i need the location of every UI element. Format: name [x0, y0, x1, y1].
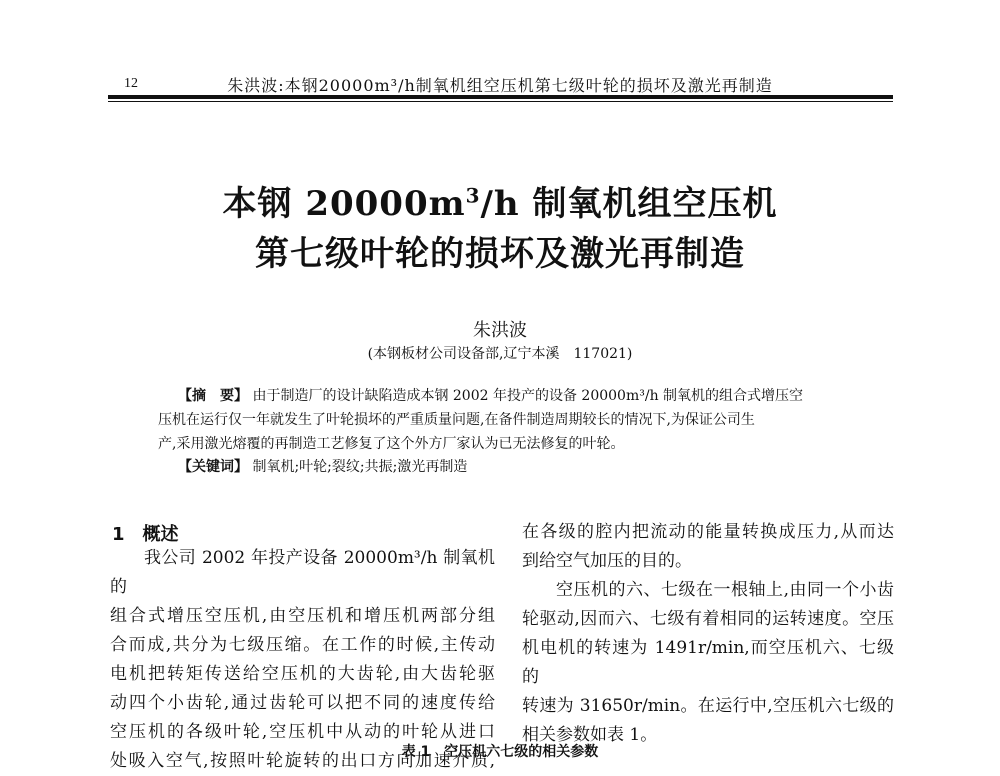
body-line: 转速为 31650r/min。在运行中,空压机六七级的: [522, 696, 894, 716]
body-line: 空压机的六、七级在一根轴上,由同一个小齿: [556, 580, 894, 600]
body-line: 空压机的各级叶轮,空压机中从动的叶轮从进口: [110, 722, 495, 742]
right-column: [522, 518, 894, 750]
keywords-label: 【关键词】: [178, 459, 248, 475]
header-rule-thick: [108, 95, 893, 99]
body-line: 机电机的转速为 1491r/min,而空压机六、七级的: [522, 638, 894, 687]
table-caption: 表 1 空压机六七级的相关参数: [401, 744, 599, 760]
body-line: 处吸入空气,按照叶轮旋转的出口方向加速介质,: [110, 751, 495, 771]
title-line1-prefix: 本钢 20000m: [222, 184, 466, 224]
body-line: 电机把转矩传送给空压机的大齿轮,由大齿轮驱: [110, 664, 495, 684]
abstract-label: 【摘 要】: [178, 388, 248, 404]
body-line: 动四个小齿轮,通过齿轮可以把不同的速度传给: [110, 693, 495, 713]
body-line: 我公司 2002 年投产设备 20000m³/h 制氧机的: [110, 548, 495, 597]
page-number: 12: [124, 76, 138, 91]
keywords-text: 制氧机;叶轮;裂纹;共振;激光再制造: [252, 459, 468, 475]
body-line: 到给空气加压的目的。: [522, 551, 692, 571]
abstract: [158, 384, 848, 456]
header-rule-thin: [108, 101, 893, 102]
abstract-line: 产,采用激光熔覆的再制造工艺修复了这个外方厂家认为已无法修复的叶轮。: [158, 436, 625, 452]
body-line: 合而成,共分为七级压缩。在工作的时候,主传动: [110, 635, 495, 655]
body-line: 轮驱动,因而六、七级有着相同的运转速度。空压: [522, 609, 894, 629]
abstract-line: 压机在运行仅一年就发生了叶轮损坏的严重质量问题,在备件制造周期较长的情况下,为保证公司生: [158, 412, 755, 428]
abstract-line: 【摘 要】 由于制造厂的设计缺陷造成本钢 2002 年投产的设备 20000m³/h 制氧机的组合式增压空: [178, 388, 804, 404]
body-line: 组合式增压空压机,由空压机和增压机两部分组: [110, 606, 495, 626]
author-affiliation: (本钢板材公司设备部,辽宁本溪 117021): [367, 346, 633, 362]
running-title: 朱洪波:本钢20000m³/h制氧机组空压机第七级叶轮的损坏及激光再制造: [227, 76, 773, 95]
body-line: 相关参数如表 1。: [522, 725, 658, 745]
title-line1-suffix: /h 制氧机组空压机: [480, 184, 778, 224]
body-line: 在各级的腔内把流动的能量转换成压力,从而达: [522, 522, 894, 542]
article-title-line1: [0, 176, 1000, 225]
section-heading: 1 概述: [112, 524, 179, 545]
keywords: [178, 456, 467, 476]
title-superscript: 3: [465, 183, 481, 208]
article-title-line2: 第七级叶轮的损坏及激光再制造: [255, 234, 745, 274]
author-name: 朱洪波: [473, 320, 527, 341]
